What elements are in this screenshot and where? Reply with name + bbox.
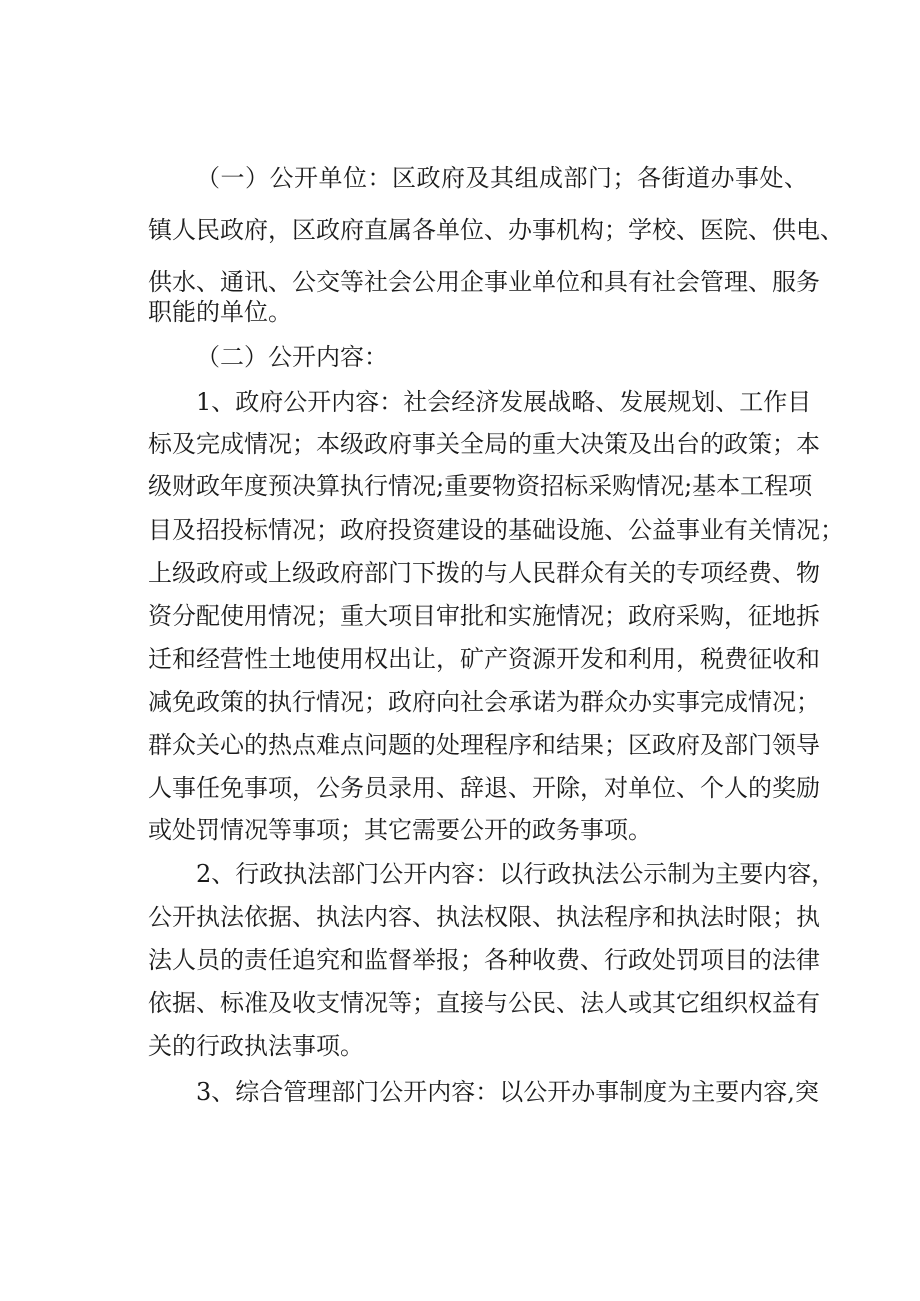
paragraph-3-line-6: 资分配使用情况；重大项目审批和实施情况；政府采购，征地拆 xyxy=(148,602,820,630)
paragraph-1-line-1: （一）公开单位：区政府及其组成部门；各街道办事处、 xyxy=(196,164,808,192)
paragraph-3-line-1: 1、政府公开内容：社会经济发展战略、发展规划、工作目 xyxy=(196,388,812,416)
paragraph-4-line-3: 法人员的责任追究和监督举报；各种收费、行政处罚项目的法律 xyxy=(148,946,820,974)
paragraph-3-line-10: 人事任免事项，公务员录用、辞退、开除，对单位、个人的奖励 xyxy=(148,774,820,802)
paragraph-1-line-3: 供水、通讯、公交等社会公用企事业单位和具有社会管理、服务 xyxy=(148,268,820,296)
paragraph-1-line-4: 职能的单位。 xyxy=(148,298,292,326)
paragraph-3-line-9: 群众关心的热点难点问题的处理程序和结果；区政府及部门领导 xyxy=(148,731,820,759)
paragraph-3-line-4: 目及招投标情况；政府投资建设的基础设施、公益事业有关情况； xyxy=(148,516,844,544)
paragraph-4-line-2: 公开执法依据、执法内容、执法权限、执法程序和执法时限；执 xyxy=(148,903,820,931)
paragraph-3-line-2: 标及完成情况；本级政府事关全局的重大决策及出台的政策；本 xyxy=(148,430,820,458)
paragraph-4-line-4: 依据、标准及收支情况等；直接与公民、法人或其它组织权益有 xyxy=(148,989,820,1017)
paragraph-5-line-1: 3、综合管理部门公开内容：以公开办事制度为主要内容,突 xyxy=(196,1078,819,1106)
paragraph-4-line-5: 关的行政执法事项。 xyxy=(148,1032,364,1060)
paragraph-3-line-3: 级财政年度预决算执行情况;重要物资招标采购情况;基本工程项 xyxy=(148,472,813,500)
paragraph-3-line-8: 减免政策的执行情况；政府向社会承诺为群众办实事完成情况； xyxy=(148,688,820,716)
paragraph-4-line-1: 2、行政执法部门公开内容：以行政执法公示制为主要内容， xyxy=(196,860,836,888)
paragraph-1-line-2: 镇人民政府，区政府直属各单位、办事机构；学校、医院、供电、 xyxy=(148,216,844,244)
paragraph-3-line-5: 上级政府或上级政府部门下拨的与人民群众有关的专项经费、物 xyxy=(148,559,820,587)
paragraph-3-line-11: 或处罚情况等事项；其它需要公开的政务事项。 xyxy=(148,816,652,844)
paragraph-3-line-7: 迁和经营性土地使用权出让，矿产资源开发和利用，税费征收和 xyxy=(148,645,820,673)
paragraph-2-line-1: （二）公开内容： xyxy=(196,343,388,371)
